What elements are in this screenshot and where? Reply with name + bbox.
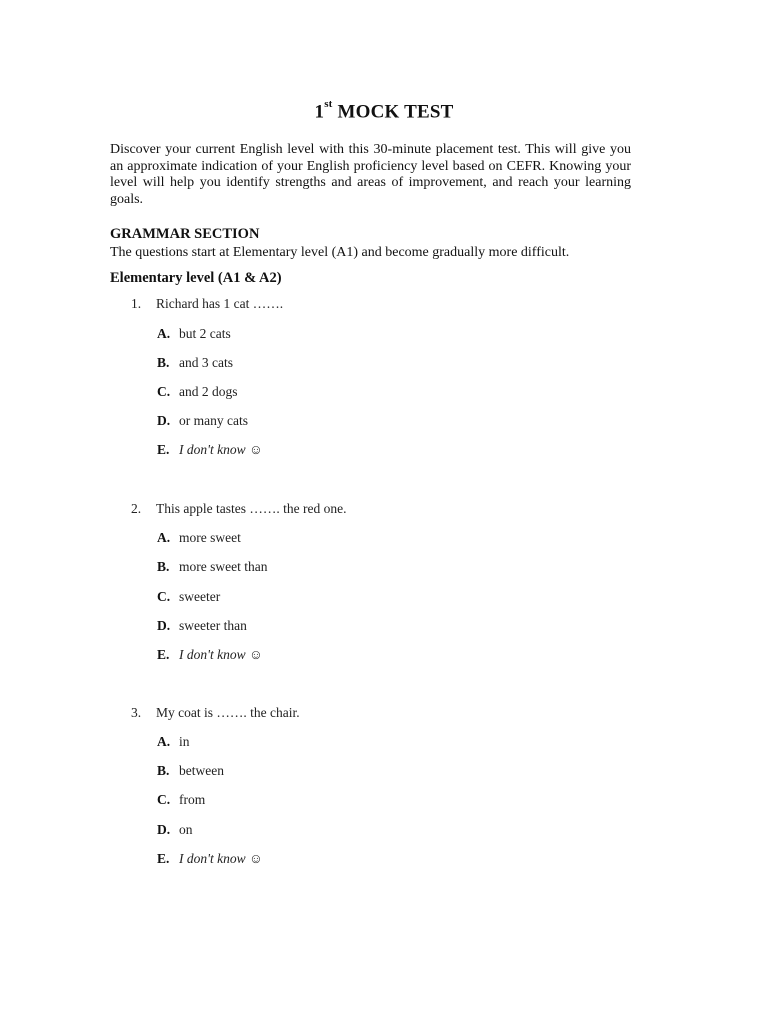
question-number: 1. [131, 296, 142, 311]
option-c[interactable] [157, 384, 238, 400]
option-text: I don't know ☺ [179, 442, 263, 457]
option-d[interactable] [157, 413, 248, 429]
option-text: more sweet than [179, 559, 268, 574]
section-heading: GRAMMAR SECTION [110, 226, 260, 242]
question-number: 3. [131, 705, 142, 720]
option-letter: B. [157, 355, 170, 370]
option-letter: C. [157, 792, 171, 807]
intro-paragraph [110, 142, 631, 208]
question-text: Richard has 1 cat ……. [156, 296, 284, 311]
question-text: This apple tastes ……. the red one. [156, 501, 347, 516]
option-e[interactable] [157, 851, 263, 867]
option-text: between [179, 763, 224, 778]
option-letter: D. [157, 413, 171, 428]
title-number: 1 [314, 101, 325, 123]
option-c[interactable] [157, 589, 220, 605]
option-b[interactable] [157, 559, 267, 575]
option-b[interactable] [157, 763, 224, 779]
option-text: sweeter than [179, 618, 247, 633]
option-e[interactable] [157, 442, 263, 458]
level-heading: Elementary level (A1 & A2) [110, 270, 282, 286]
option-text: on [179, 822, 193, 837]
option-letter: D. [157, 822, 171, 837]
option-text: and 3 cats [179, 355, 233, 370]
option-text: but 2 cats [179, 326, 231, 341]
option-letter: B. [157, 559, 170, 574]
option-letter: B. [157, 763, 170, 778]
option-letter: C. [157, 384, 171, 399]
option-text: from [179, 792, 206, 807]
option-text: sweeter [179, 589, 221, 604]
option-e[interactable] [157, 647, 263, 663]
option-b[interactable] [157, 355, 233, 371]
option-a[interactable] [157, 734, 190, 750]
question-number: 2. [131, 501, 142, 516]
title-text: MOCK TEST [337, 101, 454, 123]
title-ordinal-suffix: st [324, 98, 333, 110]
option-a[interactable] [157, 530, 241, 546]
intro-text: Discover your current English level with this 30-minute placement test. This will give you an approximate indication of your English proficiency level based on CEFR. Knowing your level will help you identify strengths and areas of improvement, and reach your learning goals. [110, 142, 631, 207]
page-title [0, 98, 768, 123]
option-letter: E. [157, 647, 170, 662]
option-c[interactable] [157, 792, 205, 808]
option-d[interactable] [157, 822, 193, 838]
option-text: and 2 dogs [179, 384, 238, 399]
option-letter: A. [157, 734, 171, 749]
option-letter: C. [157, 589, 171, 604]
option-text: I don't know ☺ [179, 851, 263, 866]
option-a[interactable] [157, 326, 231, 342]
section-description: The questions start at Elementary level (A1) and become gradually more difficult. [110, 245, 570, 260]
option-letter: D. [157, 618, 171, 633]
option-letter: A. [157, 530, 171, 545]
option-text: in [179, 734, 190, 749]
option-letter: A. [157, 326, 171, 341]
option-letter: E. [157, 851, 170, 866]
option-text: more sweet [179, 530, 241, 545]
option-text: or many cats [179, 413, 248, 428]
question-text: My coat is ……. the chair. [156, 705, 300, 720]
option-d[interactable] [157, 618, 247, 634]
option-text: I don't know ☺ [179, 647, 263, 662]
option-letter: E. [157, 442, 170, 457]
